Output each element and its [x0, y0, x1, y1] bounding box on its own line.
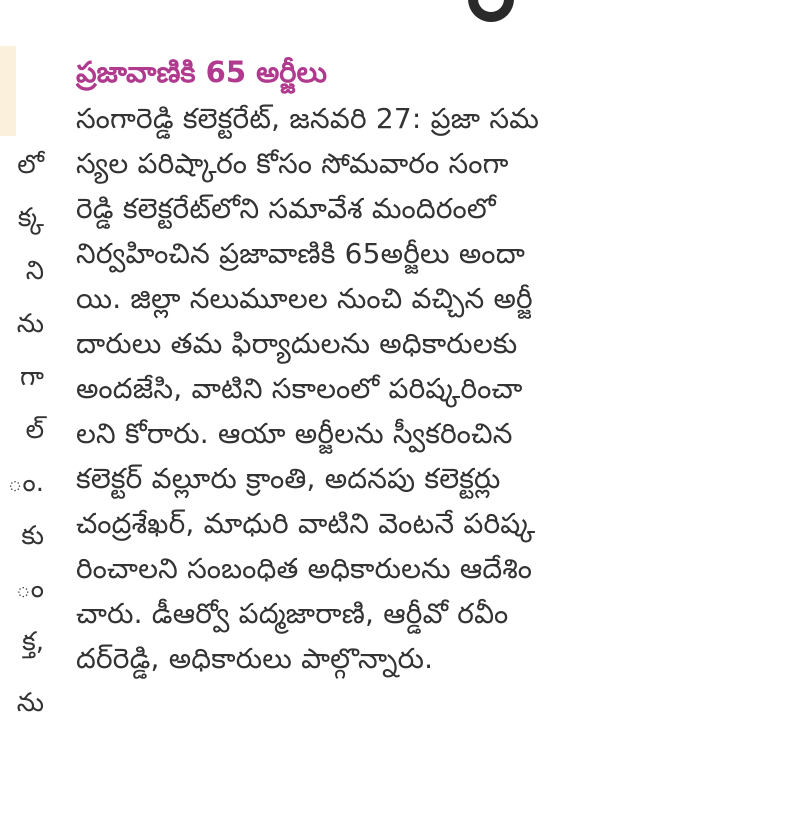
article-line: యి. జిల్లా నలుమూలల నుంచి వచ్చిన అర్జీ [76, 282, 533, 315]
fragment-text: క్క [17, 203, 44, 233]
article-line: రించాలని సంబంధిత అధికారులను ఆదేశిం [76, 552, 533, 585]
article-line: లని కోరారు. ఆయా అర్జీలను స్వీకరించిన [76, 417, 513, 450]
fragment-text: లో [17, 150, 44, 180]
article-body [76, 96, 676, 681]
fragment-text: ను [16, 688, 44, 718]
adjacent-column [0, 0, 48, 813]
article-line: రెడ్డి కలెక్టరేట్‌లోని సమావేశ మందిరంలో [76, 192, 496, 225]
fragment-text: ం. [7, 468, 44, 498]
article-line: దర్‌రెడ్డి, అధికారులు పాల్గొన్నారు. [76, 642, 434, 675]
fragment-text: ం [15, 574, 44, 604]
article-line: చారు. డీఆర్వో పద్మజారాణి, ఆర్డీవో రవీం [76, 597, 509, 630]
article-line: నిర్వహించిన ప్రజావాణికి 65అర్జీలు అందా [76, 237, 526, 270]
article-line: కలెక్టర్ వల్లూరు క్రాంతి, అదనపు కలెక్టర్లు [76, 462, 501, 495]
cropped-letter-fragment [468, 0, 514, 22]
article-headline: ప్రజావాణికి 65 అర్జీలు [76, 55, 328, 89]
fragment-text: ని [25, 256, 44, 286]
article-line: చంద్రశేఖర్, మాధురి వాటిని వెంటనే పరిష్క [76, 507, 536, 540]
news-article [76, 54, 676, 681]
article-line: దారులు తమ ఫిర్యాదులను అధికారులకు [76, 327, 518, 360]
fragment-text: కు [21, 521, 44, 551]
article-line: సంగారెడ్డి కలెక్టరేట్, జనవరి 27: ప్రజా సమ [76, 102, 540, 135]
article-line: అందజేసి, వాటిని సకాలంలో పరిష్కరించా [76, 372, 523, 405]
shaded-box [0, 46, 16, 136]
article-line: స్యల పరిష్కారం కోసం సోమవారం సంగా [76, 147, 509, 180]
fragment-text: క్త, [22, 627, 44, 657]
fragment-text: ను [16, 309, 44, 339]
fragment-text: గా [20, 362, 44, 392]
fragment-text: ల్ [25, 415, 44, 445]
